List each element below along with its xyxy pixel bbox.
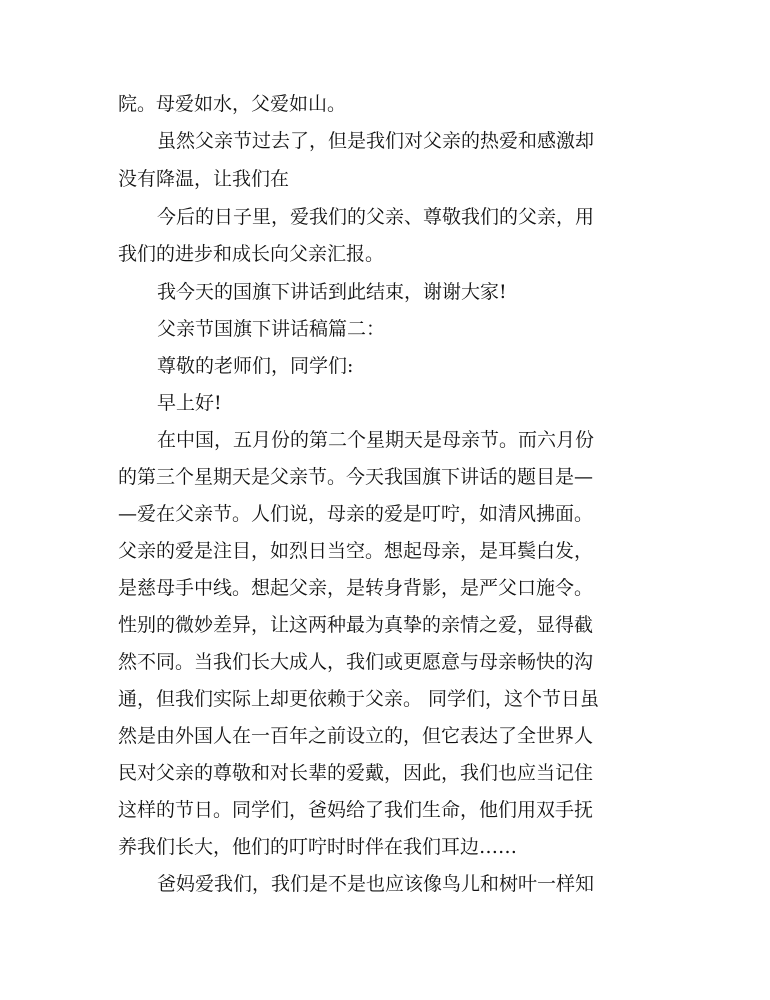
text-line: 我们的进步和成长向父亲汇报。 — [118, 243, 385, 265]
text-line: 性别的微妙差异，让这两种最为真挚的亲情之爱，显得截 — [118, 614, 594, 636]
text-line: 通，但我们实际上却更依赖于父亲。 同学们，这个节日虽 — [118, 688, 600, 710]
text-line: 在中国，五月份的第二个星期天是母亲节。而六月份 — [157, 429, 595, 451]
text-line: 我今天的国旗下讲话到此结束，谢谢大家! — [157, 281, 507, 303]
text-line: 尊敬的老师们，同学们: — [157, 355, 354, 377]
text-line: 然不同。当我们长大成人，我们或更愿意与母亲畅快的沟 — [118, 651, 594, 673]
text-line: 民对父亲的尊敬和对长辈的爱戴，因此，我们也应当记住 — [118, 762, 594, 784]
text-line: 虽然父亲节过去了，但是我们对父亲的热爱和感激却 — [157, 130, 595, 152]
text-line: 今后的日子里，爱我们的父亲、尊敬我们的父亲，用 — [157, 206, 595, 228]
text-line: 父亲的爱是注目，如烈日当空。想起母亲，是耳鬓白发， — [118, 540, 594, 562]
text-line: 早上好! — [157, 392, 222, 414]
text-line: 这样的节日。同学们，爸妈给了我们生命，他们用双手抚 — [118, 799, 594, 821]
text-line: 没有降温，让我们在 — [118, 168, 290, 190]
text-line: 是慈母手中线。想起父亲，是转身背影，是严父口施令。 — [118, 577, 594, 599]
text-line: —爱在父亲节。人们说，母亲的爱是叮咛，如清风拂面。 — [118, 503, 594, 525]
text-line: 院。母爱如水，父爱如山。 — [118, 93, 347, 115]
section-heading: 父亲节国旗下讲话稿篇二： — [157, 318, 386, 340]
text-line: 然是由外国人在一百年之前设立的，但它表达了全世界人 — [118, 725, 594, 747]
text-line: 的第三个星期天是父亲节。今天我国旗下讲话的题目是— — [118, 466, 594, 488]
text-line: 爸妈爱我们，我们是不是也应该像鸟儿和树叶一样知 — [157, 873, 595, 895]
text-line: 养我们长大，他们的叮咛时时伴在我们耳边…… — [118, 836, 518, 858]
